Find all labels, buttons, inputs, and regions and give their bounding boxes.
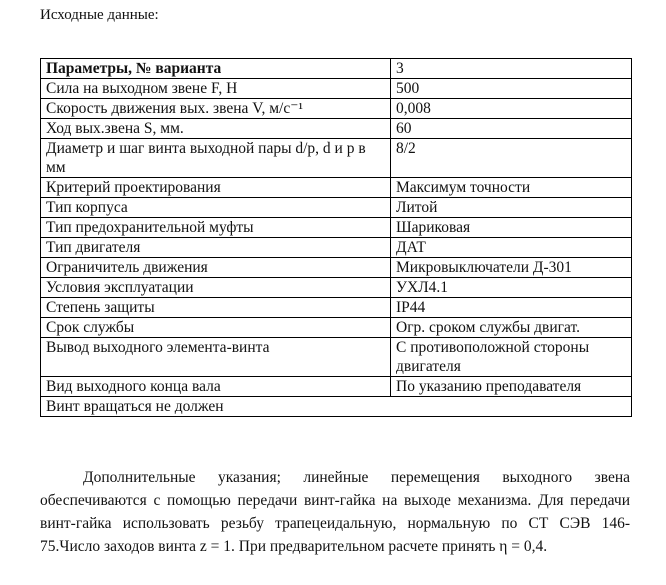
parameter-name: Степень защиты xyxy=(41,298,391,318)
parameter-name: Скорость движения вых. звена V, м/с⁻¹ xyxy=(41,99,391,119)
parameter-value: ДАТ xyxy=(391,238,632,258)
parameter-value: Огр. сроком службы двигат. xyxy=(391,318,632,338)
parameter-name: Вывод выходного элемента-винта xyxy=(41,338,391,377)
table-row xyxy=(41,99,632,119)
table-footer-row xyxy=(41,397,632,417)
parameter-value: По указанию преподавателя xyxy=(391,377,632,397)
table-footer-note: Винт вращаться не должен xyxy=(41,397,632,417)
parameter-name: Тип предохранительной муфты xyxy=(41,218,391,238)
parameter-name: Диаметр и шаг винта выходной пары d/p, d и р в мм xyxy=(41,139,391,178)
parameter-value: IP44 xyxy=(391,298,632,318)
table-row xyxy=(41,258,632,278)
parameter-value: Шариковая xyxy=(391,218,632,238)
table-row xyxy=(41,119,632,139)
parameter-name: Ограничитель движения xyxy=(41,258,391,278)
parameter-value: Микровыключатели Д-301 xyxy=(391,258,632,278)
parameters-table-body xyxy=(41,59,632,417)
parameters-table xyxy=(40,58,632,417)
parameter-name: Критерий проектирования xyxy=(41,178,391,198)
parameter-value: 3 xyxy=(391,59,632,79)
parameter-value: УХЛ4.1 xyxy=(391,278,632,298)
table-row xyxy=(41,318,632,338)
parameter-name: Сила на выходном звене F, Н xyxy=(41,79,391,99)
table-row xyxy=(41,278,632,298)
table-row xyxy=(41,79,632,99)
parameter-value: 8/2 xyxy=(391,139,632,178)
parameter-name: Ход вых.звена S, мм. xyxy=(41,119,391,139)
table-row xyxy=(41,218,632,238)
additional-instructions-text: Дополнительные указания; линейные перемещения выходного звена обеспечиваются с помощью передачи винт-гайка на выходе механизма. Для передачи винт-гайка использовать резьбу трапецеидальную, нормальную по СТ СЭВ 146-75.Число заходов винта z = 1. При предварительном расчете принять η = 0,4. xyxy=(40,469,630,555)
table-row xyxy=(41,298,632,318)
additional-instructions xyxy=(40,466,630,558)
parameter-value: 500 xyxy=(391,79,632,99)
parameter-value: Литой xyxy=(391,198,632,218)
parameter-name: Срок службы xyxy=(41,318,391,338)
parameter-name: Условия эксплуатации xyxy=(41,278,391,298)
parameter-name: Вид выходного конца вала xyxy=(41,377,391,397)
parameter-value: Максимум точности xyxy=(391,178,632,198)
parameter-name: Тип двигателя xyxy=(41,238,391,258)
parameter-name: Параметры, № варианта xyxy=(41,59,391,79)
table-row xyxy=(41,338,632,377)
parameter-name: Тип корпуса xyxy=(41,198,391,218)
table-header-row xyxy=(41,59,632,79)
table-row xyxy=(41,238,632,258)
table-row xyxy=(41,198,632,218)
parameter-value: 60 xyxy=(391,119,632,139)
table-row xyxy=(41,377,632,397)
parameter-value: 0,008 xyxy=(391,99,632,119)
table-row xyxy=(41,178,632,198)
section-heading: Исходные данные: xyxy=(40,7,159,23)
table-row xyxy=(41,139,632,178)
parameter-value: С противоположной стороны двигателя xyxy=(391,338,632,377)
